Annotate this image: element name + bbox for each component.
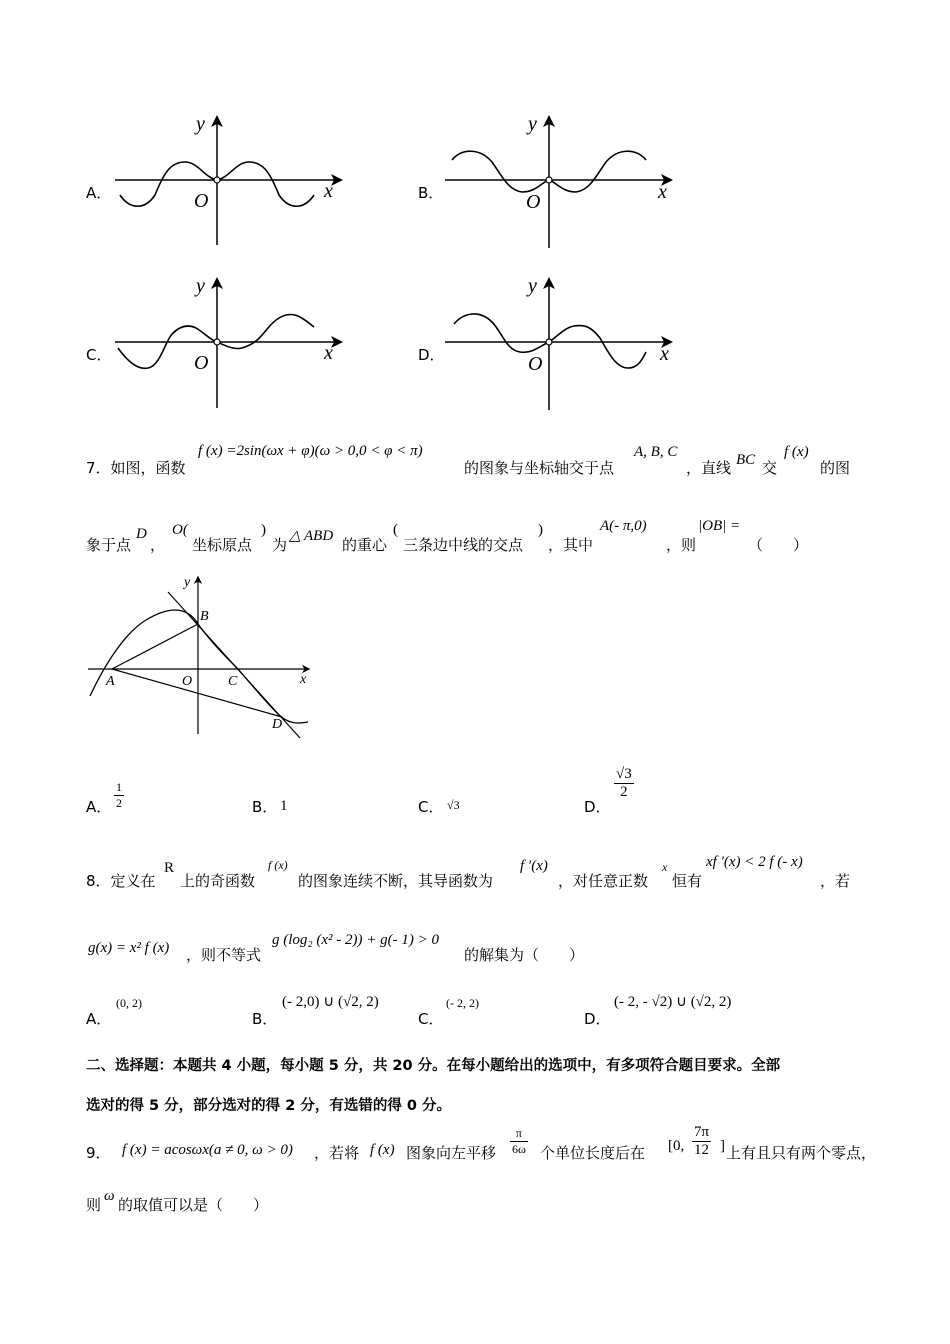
q9-text-2: 图象向左平移 (406, 1144, 497, 1162)
fig-a: A (106, 674, 115, 689)
q9-function: f (x) = acosωx(a ≠ 0, ω > 0) (122, 1142, 293, 1158)
option-b-graph (440, 110, 680, 250)
q7-text-12: 三条边中线的交点 (403, 536, 524, 554)
denominator: 2 (620, 784, 628, 800)
y-label: y (196, 113, 205, 135)
fig-y: y (184, 575, 191, 590)
q7-text-7: 坐标原点 (192, 536, 253, 554)
q7-function: f (x) =2sin(ωx + φ)(ω > 0,0 < φ < π) (198, 443, 423, 459)
q7-option-c-value: √3 (447, 798, 460, 812)
q8-option-c-value: (- 2, 2) (446, 996, 479, 1010)
q7-point-a: A(- π,0) (600, 518, 647, 534)
q8-option-a-value: (0, 2) (116, 996, 142, 1010)
section-2-line-2: 选对的得 5 分，部分选对的得 2 分，有选错的得 0 分。 (86, 1098, 452, 1114)
q7-text-13: ) (538, 522, 543, 538)
q9-text-5: 则 (86, 1196, 102, 1214)
q7-option-c-label: C． (418, 798, 444, 816)
q8-text-6: ，若 (820, 872, 851, 890)
q7-option-b-value: 1 (280, 798, 288, 814)
q9-shift (510, 1126, 528, 1157)
q8-option-c-label: C． (418, 1010, 444, 1028)
q7-points: A, B, C (634, 444, 678, 460)
option-c-graph (110, 272, 350, 412)
y-label: y (528, 113, 537, 135)
line-ab (112, 624, 198, 669)
section-2-line-1: 二、选择题：本题共 4 小题，每小题 5 分，共 20 分。在每小题给出的选项中，有多项符合题目要求。全部 (86, 1058, 781, 1074)
numerator: √3 (616, 766, 632, 782)
q8-option-b-value: (- 2,0) ∪ (√2, 2) (282, 994, 379, 1010)
option-b-label: B． (418, 184, 444, 202)
q8-text-8: 的解集为（ ） (464, 946, 585, 964)
numerator: 1 (116, 780, 122, 794)
q7-option-d-value (614, 766, 634, 801)
q8-inequality: xf ′(x) < 2 f (- x) (706, 854, 803, 870)
q8-g-def: g(x) = x² f (x) (88, 940, 170, 956)
q7-d: D (136, 526, 147, 542)
q7-text-4: 的图 (820, 459, 851, 477)
q7-fx: f (x) (784, 444, 809, 460)
q8-option-d-label: D． (584, 1010, 611, 1028)
option-a-graph (110, 110, 350, 250)
fig-b: B (200, 609, 209, 624)
numerator: 7π (694, 1124, 710, 1140)
y-label: y (196, 275, 205, 297)
x-label: x (658, 181, 667, 203)
q9-number: 9． (86, 1144, 111, 1162)
x-label: x (324, 342, 333, 364)
q7-text-11: ( (393, 522, 398, 538)
option-d-graph (440, 272, 680, 412)
numerator: π (510, 1126, 528, 1142)
q7-triangle: △ ABD (289, 528, 334, 544)
q8-text-7: ，则不等式 (186, 946, 262, 964)
q7-text-15: ，则 (666, 536, 697, 554)
line-ad (112, 669, 282, 717)
denominator: 6ω (512, 1142, 526, 1156)
x-label: x (660, 343, 669, 365)
q7-text-6: ， (150, 536, 166, 554)
q9-text-3: 个单位长度后在 (540, 1144, 646, 1162)
q7-bc: BC (736, 452, 756, 468)
q8-option-d-value: (- 2, - √2) ∪ (√2, 2) (614, 994, 732, 1010)
q7-text-16: （ ） (748, 536, 809, 554)
q8-x: x (662, 860, 668, 874)
origin-label: O (194, 352, 209, 374)
q9-text-6: 的取值可以是（ ） (118, 1196, 269, 1214)
fig-o: O (182, 674, 193, 689)
x-label: x (324, 180, 333, 202)
q8-option-a-label: A． (86, 1010, 112, 1028)
q9-interval-close: ] (720, 1138, 725, 1154)
q7-text-9: 为 (272, 536, 288, 554)
denominator: 2 (116, 796, 122, 810)
q8-g-inequality: g (log₂ (x² - 2)) + g(- 1) > 0 (272, 932, 439, 948)
q9-text-4: 上有且只有两个零点， (726, 1144, 877, 1162)
q9-omega: ω (104, 1188, 115, 1204)
q7-option-d-label: D． (584, 798, 611, 816)
q7-number: 7．如图，函数 (86, 459, 186, 477)
q9-interval-open: [0, (668, 1138, 685, 1154)
q7-figure (86, 572, 316, 742)
q7-o: O( (172, 522, 188, 538)
origin-label: O (526, 191, 541, 213)
q7-option-a-label: A． (86, 798, 112, 816)
fig-d: D (272, 717, 283, 732)
fig-x: x (300, 672, 307, 687)
q7-ob: |OB| = (698, 518, 741, 534)
q8-R: R (164, 860, 175, 876)
q8-text-4: ，对任意正数 (558, 872, 649, 890)
q9-interval-end (692, 1124, 711, 1159)
q7-text-8: ) (261, 522, 266, 538)
q8-option-b-label: B． (252, 1010, 278, 1028)
q7-text-5: 象于点 (86, 536, 132, 554)
option-d-label: D． (418, 346, 445, 364)
q8-text-2: 上的奇函数 (180, 872, 256, 890)
option-a-label: A． (86, 184, 112, 202)
q7-option-a-value (114, 780, 124, 811)
q7-option-b-label: B． (252, 798, 278, 816)
option-c-label: C． (86, 346, 112, 364)
origin-label: O (528, 353, 543, 375)
denominator: 12 (694, 1142, 710, 1158)
q9-text-1: ，若将 (314, 1144, 360, 1162)
q8-text-1: 8．定义在 (86, 872, 156, 890)
q7-text-14: ，其中 (548, 536, 594, 554)
q7-text-10: 的重心 (342, 536, 388, 554)
y-label: y (528, 275, 537, 297)
origin-label: O (194, 190, 209, 212)
fig-c: C (228, 674, 238, 689)
q8-fx: f (x) (268, 858, 288, 872)
q9-fx: f (x) (370, 1142, 395, 1158)
q7-text-1: 的图象与坐标轴交于点 (464, 459, 615, 477)
q8-fpx: f ′(x) (520, 858, 548, 874)
q8-text-3: 的图象连续不断，其导函数为 (298, 872, 494, 890)
q7-text-2: ，直线 (686, 459, 732, 477)
q7-text-3: 交 (762, 459, 778, 477)
q8-text-5: 恒有 (672, 872, 703, 890)
